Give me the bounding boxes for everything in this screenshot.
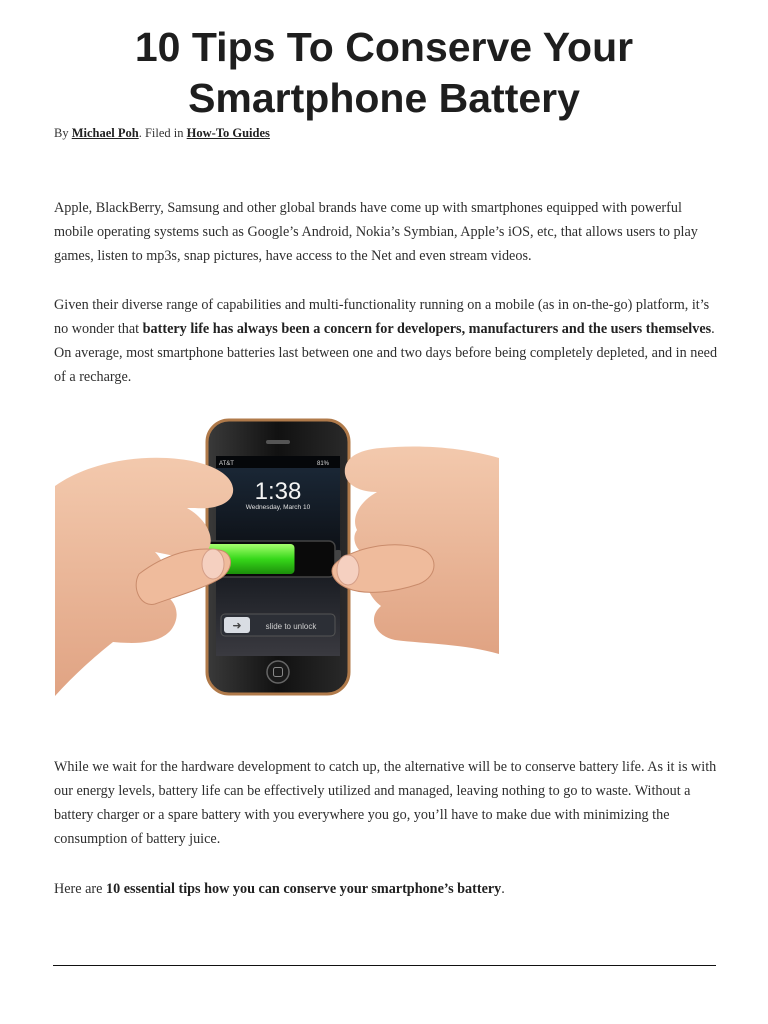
article-title [40, 22, 728, 124]
paragraph-text: . [501, 881, 505, 897]
byline-by: By [54, 126, 72, 140]
intro-paragraph: Apple, BlackBerry, Samsung and other global brands have come up with smartphones equipped with powerful mobile operating systems such as Google’s Android, Nokia’s Symbian, Apple’s iOS, etc, that allows users to play games, listen to mp3s, snap pictures, have access to the Net and even stream videos. [54, 200, 698, 264]
divider [53, 965, 716, 966]
byline [54, 126, 270, 141]
carrier-label: AT&T [219, 461, 234, 467]
lock-date: Wednesday, March 10 [245, 504, 311, 511]
arrow-icon: ➜ [232, 619, 242, 632]
conserve-paragraph: While we wait for the hardware development to catch up, the alternative will be to conserve battery life. As it is with our energy levels, battery life can be effectively utilized and managed, leaving nothing to go to waste. Without a battery charger or a spare battery with you everywhere you go, you’ll have to make due with minimizing the consumption of battery juice. [54, 759, 717, 847]
bold-highlight: battery life has always been a concern for developers, manufacturers and the users themselves [142, 321, 712, 337]
author-link[interactable]: Michael Poh [71, 126, 139, 140]
bold-highlight: 10 essential tips how you can conserve your smartphone’s battery [105, 881, 502, 897]
left-thumbnail [202, 549, 224, 579]
slide-to-unlock-text: slide to unlock [265, 622, 317, 631]
right-thumbnail [337, 555, 359, 585]
paragraph-text: Given their diverse range of capabilities and multi-functionality running on a mobile (as in on-the-go) platform, it’s no wonder that [54, 297, 710, 337]
title-line-2: Smartphone Battery [188, 75, 580, 121]
paragraph-text: Here are [54, 881, 106, 897]
tips-intro-paragraph [54, 877, 718, 901]
smartphone-battery-image [55, 418, 499, 696]
category-link[interactable]: How-To Guides [186, 126, 270, 140]
lock-time: 1:38 [254, 478, 302, 505]
title-line-1: 10 Tips To Conserve Your [134, 24, 634, 70]
speaker-slot [266, 440, 290, 444]
home-button [267, 661, 289, 683]
battery-concern-paragraph [54, 293, 718, 389]
byline-filed-in: . Filed in [138, 126, 187, 140]
paragraph-text: . On average, most smartphone batteries last between one and two days before being completely depleted, and in need of a recharge. [54, 321, 718, 385]
battery-status-label: 81% [317, 461, 330, 467]
